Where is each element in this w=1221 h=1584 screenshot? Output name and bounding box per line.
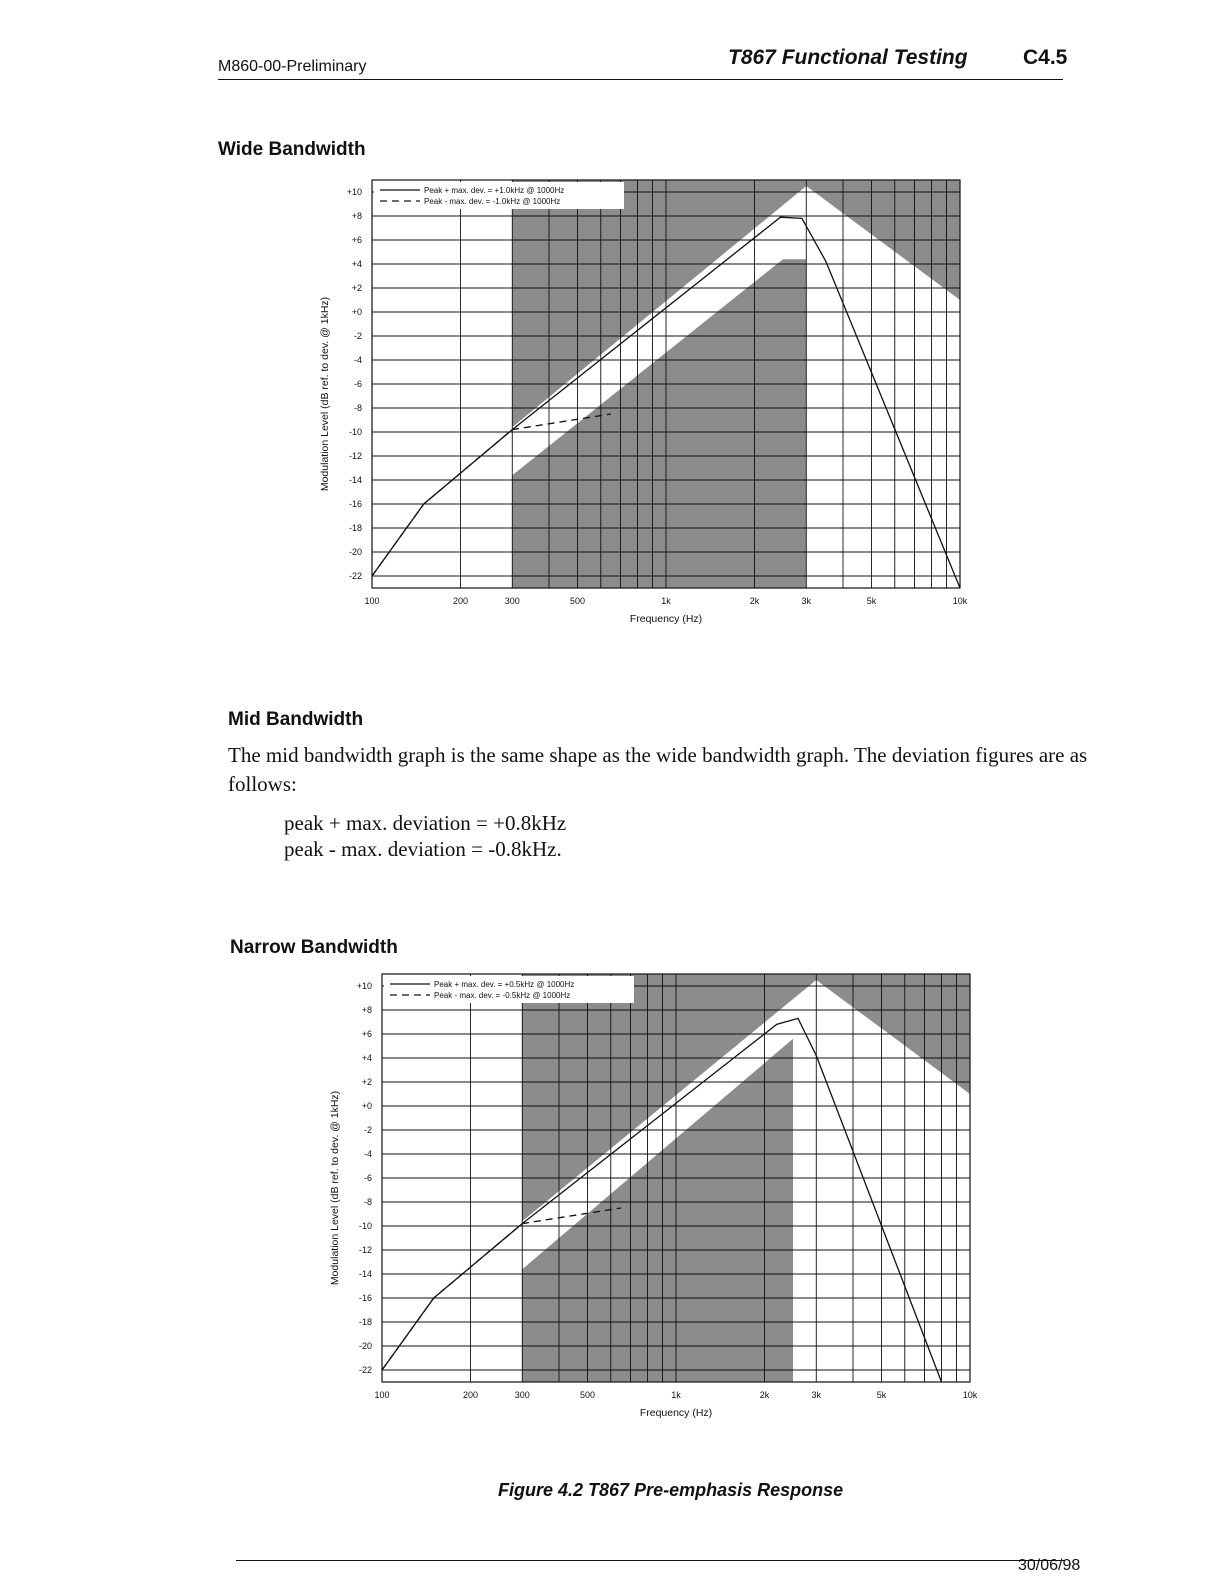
y-tick-label: +10	[346, 187, 362, 197]
x-tick-label: 3k	[801, 596, 812, 606]
y-tick-label: -16	[358, 1293, 372, 1303]
x-tick-label: 1k	[671, 1390, 681, 1400]
y-tick-label: -12	[358, 1245, 372, 1255]
y-tick-label: +2	[351, 283, 362, 293]
mid-bandwidth-paragraph: The mid bandwidth graph is the same shape as the wide bandwidth graph. The deviation figures are as follows:	[228, 743, 1088, 796]
x-tick-label: 200	[452, 596, 469, 606]
y-tick-label: -2	[353, 331, 362, 341]
y-tick-label: +8	[351, 211, 362, 221]
document-id: M860-00-Preliminary	[218, 58, 367, 75]
y-tick-label: -12	[348, 451, 362, 461]
x-tick-label: 1k	[661, 596, 671, 606]
x-tick-label: 10k	[962, 1390, 978, 1400]
y-tick-label: -8	[353, 403, 362, 413]
legend-entry: Peak + max. dev. = +0.5kHz @ 1000Hz	[434, 980, 575, 989]
section-number: C4.5	[1023, 46, 1068, 69]
y-tick-label: +2	[361, 1077, 372, 1087]
y-tick-label: -22	[348, 571, 362, 581]
y-tick-label: +0	[351, 307, 362, 317]
mid-bandwidth-heading: Mid Bandwidth	[228, 709, 364, 730]
y-tick-label: -18	[348, 523, 362, 533]
wide-bandwidth-chart	[310, 168, 990, 638]
y-tick-label: -6	[353, 379, 362, 389]
y-tick-label: -14	[348, 475, 362, 485]
y-tick-label: -20	[348, 547, 362, 557]
x-tick-label: 3k	[811, 1390, 822, 1400]
y-tick-label: +6	[351, 235, 362, 245]
x-tick-label: 300	[514, 1390, 530, 1400]
y-tick-label: -10	[348, 427, 362, 437]
legend-entry: Peak + max. dev. = +1.0kHz @ 1000Hz	[424, 186, 565, 195]
header-rule	[218, 79, 1063, 80]
y-tick-label: -16	[348, 499, 362, 509]
figure-caption: Figure 4.2 T867 Pre-emphasis Response	[498, 1480, 844, 1500]
y-tick-label: +4	[351, 259, 362, 269]
y-tick-label: +0	[361, 1101, 372, 1111]
x-axis-title: Frequency (Hz)	[629, 613, 703, 625]
narrow-bandwidth-chart	[320, 962, 1000, 1432]
y-tick-label: +4	[361, 1053, 372, 1063]
narrow-bandwidth-heading: Narrow Bandwidth	[230, 937, 398, 958]
x-tick-label: 5k	[866, 596, 877, 606]
footer-date: 30/06/98	[1018, 1557, 1081, 1574]
peak-minus-deviation: peak - max. deviation = -0.8kHz.	[284, 837, 562, 861]
y-tick-label: -4	[353, 355, 362, 365]
x-tick-label: 200	[462, 1390, 479, 1400]
x-tick-label: 500	[579, 1390, 596, 1400]
y-axis-title: Modulation Level (dB ref. to dev. @ 1kHz)	[319, 296, 331, 492]
x-tick-label: 10k	[952, 596, 968, 606]
wide-bandwidth-heading: Wide Bandwidth	[218, 139, 366, 160]
y-tick-label: +6	[361, 1029, 372, 1039]
y-tick-label: -6	[363, 1173, 372, 1183]
legend	[384, 976, 634, 1003]
x-tick-label: 300	[504, 596, 520, 606]
x-tick-label: 2k	[759, 1390, 770, 1400]
x-tick-label: 500	[569, 596, 586, 606]
y-tick-label: -2	[363, 1125, 372, 1135]
x-tick-label: 100	[374, 1390, 390, 1400]
y-tick-label: -18	[358, 1317, 372, 1327]
running-title: T867 Functional Testing	[728, 46, 968, 69]
y-tick-label: -14	[358, 1269, 372, 1279]
x-tick-label: 5k	[876, 1390, 887, 1400]
legend	[374, 182, 624, 209]
footer-rule	[236, 1560, 1064, 1561]
y-tick-label: -4	[363, 1149, 372, 1159]
peak-plus-deviation: peak + max. deviation = +0.8kHz	[284, 811, 567, 835]
legend-entry: Peak - max. dev. = -1.0kHz @ 1000Hz	[424, 197, 561, 206]
x-tick-label: 100	[364, 596, 380, 606]
y-tick-label: +10	[356, 981, 372, 991]
y-tick-label: +8	[361, 1005, 372, 1015]
y-tick-label: -22	[358, 1365, 372, 1375]
legend-entry: Peak - max. dev. = -0.5kHz @ 1000Hz	[434, 991, 571, 1000]
y-tick-label: -10	[358, 1221, 372, 1231]
x-tick-label: 2k	[749, 596, 760, 606]
x-axis-title: Frequency (Hz)	[639, 1407, 713, 1419]
y-axis-title: Modulation Level (dB ref. to dev. @ 1kHz)	[329, 1090, 341, 1286]
y-tick-label: -20	[358, 1341, 372, 1351]
y-tick-label: -8	[363, 1197, 372, 1207]
